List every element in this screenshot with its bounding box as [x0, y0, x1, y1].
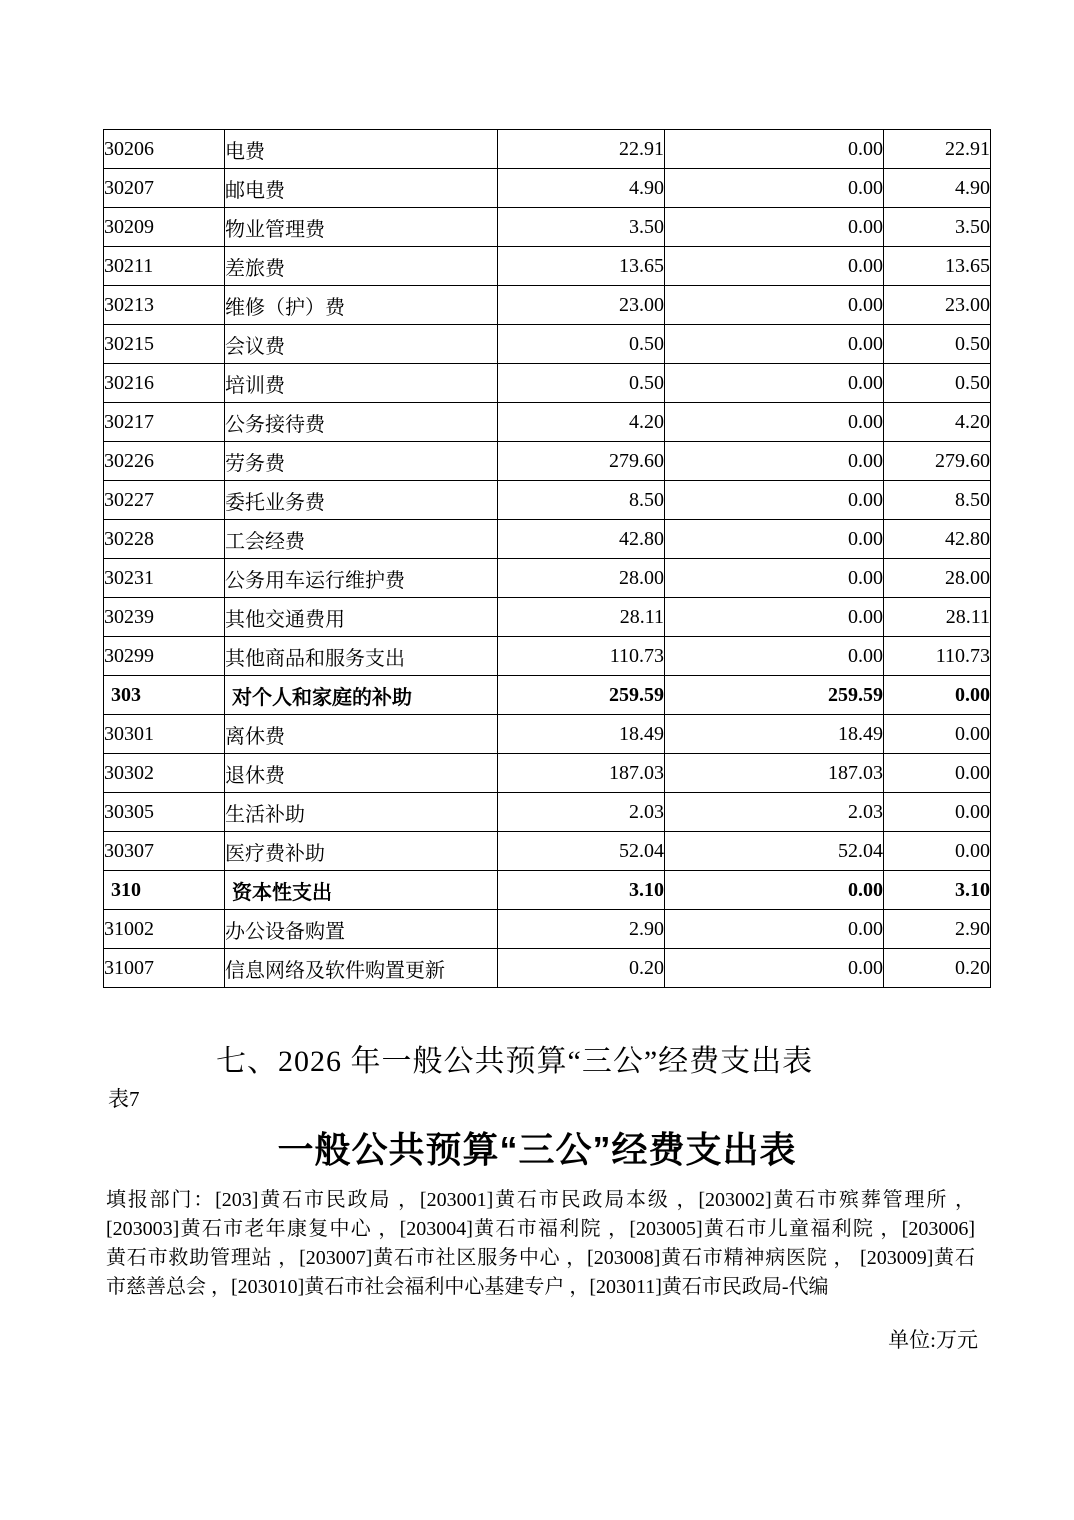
table-row [104, 169, 991, 208]
table-row [104, 637, 991, 676]
table-row [104, 871, 991, 910]
value-cell: 28.11 [884, 598, 991, 637]
value-cell: 0.00 [665, 598, 884, 637]
code-cell: 30211 [104, 247, 225, 286]
table-row [104, 754, 991, 793]
value-cell: 0.20 [498, 949, 665, 988]
value-cell: 0.00 [884, 793, 991, 832]
value-cell: 4.20 [884, 403, 991, 442]
section-heading: 七、2026 年一般公共预算“三公”经费支出表 [216, 1045, 814, 1078]
name-cell: 差旅费 [225, 247, 498, 286]
value-cell: 2.90 [498, 910, 665, 949]
value-cell: 110.73 [498, 637, 665, 676]
value-cell: 0.00 [884, 832, 991, 871]
name-cell: 公务用车运行维护费 [225, 559, 498, 598]
table-row [104, 481, 991, 520]
value-cell: 0.20 [884, 949, 991, 988]
value-cell: 8.50 [498, 481, 665, 520]
code-cell: 30239 [104, 598, 225, 637]
name-cell: 生活补助 [225, 793, 498, 832]
name-cell: 电费 [225, 130, 498, 169]
value-cell: 0.00 [665, 325, 884, 364]
name-cell: 工会经费 [225, 520, 498, 559]
name-cell: 资本性支出 [225, 871, 498, 910]
value-cell: 0.00 [884, 676, 991, 715]
value-cell: 2.90 [884, 910, 991, 949]
code-cell: 31002 [104, 910, 225, 949]
value-cell: 42.80 [884, 520, 991, 559]
name-cell: 办公设备购置 [225, 910, 498, 949]
value-cell: 0.00 [665, 286, 884, 325]
value-cell: 279.60 [498, 442, 665, 481]
value-cell: 0.00 [665, 442, 884, 481]
value-cell: 187.03 [498, 754, 665, 793]
value-cell: 2.03 [665, 793, 884, 832]
table-row [104, 403, 991, 442]
table-row [104, 247, 991, 286]
code-cell: 30307 [104, 832, 225, 871]
value-cell: 259.59 [498, 676, 665, 715]
table-row [104, 715, 991, 754]
name-cell: 物业管理费 [225, 208, 498, 247]
value-cell: 0.00 [665, 403, 884, 442]
value-cell: 28.00 [498, 559, 665, 598]
name-cell: 邮电费 [225, 169, 498, 208]
table-row [104, 364, 991, 403]
code-cell: 30301 [104, 715, 225, 754]
value-cell: 0.00 [665, 520, 884, 559]
value-cell: 0.00 [884, 754, 991, 793]
table-row [104, 442, 991, 481]
table-row [104, 910, 991, 949]
reporting-line: 填报部门：[203]黄石市民政局 ，[203001]黄石市民政局本级 ，[203002]黄石市殡葬管理所 ， [106, 1189, 975, 1211]
value-cell: 4.90 [498, 169, 665, 208]
value-cell: 3.50 [498, 208, 665, 247]
table-row [104, 286, 991, 325]
code-cell: 310 [104, 871, 225, 910]
table-number-label: 表7 [108, 1087, 140, 1111]
name-cell: 委托业务费 [225, 481, 498, 520]
value-cell: 42.80 [498, 520, 665, 559]
code-cell: 30226 [104, 442, 225, 481]
value-cell: 0.00 [665, 247, 884, 286]
name-cell: 培训费 [225, 364, 498, 403]
value-cell: 22.91 [884, 130, 991, 169]
value-cell: 0.00 [665, 559, 884, 598]
table-row [104, 832, 991, 871]
table-row [104, 130, 991, 169]
value-cell: 23.00 [498, 286, 665, 325]
value-cell: 4.90 [884, 169, 991, 208]
value-cell: 0.00 [665, 481, 884, 520]
value-cell: 0.50 [884, 364, 991, 403]
reporting-departments [106, 1186, 975, 1302]
name-cell: 医疗费补助 [225, 832, 498, 871]
code-cell: 30217 [104, 403, 225, 442]
name-cell: 公务接待费 [225, 403, 498, 442]
value-cell: 279.60 [884, 442, 991, 481]
value-cell: 0.50 [884, 325, 991, 364]
name-cell: 会议费 [225, 325, 498, 364]
name-cell: 退休费 [225, 754, 498, 793]
code-cell: 30206 [104, 130, 225, 169]
value-cell: 259.59 [665, 676, 884, 715]
reporting-line: 黄石市救助管理站 ，[203007]黄石市社区服务中心 ，[203008]黄石市精神病医院 ， [203009]黄石 [106, 1247, 975, 1269]
budget-table-body [104, 130, 991, 988]
value-cell: 0.00 [665, 169, 884, 208]
name-cell: 劳务费 [225, 442, 498, 481]
value-cell: 0.00 [665, 364, 884, 403]
name-cell: 对个人和家庭的补助 [225, 676, 498, 715]
code-cell: 303 [104, 676, 225, 715]
value-cell: 0.00 [665, 949, 884, 988]
table-title: 一般公共预算“三公”经费支出表 [277, 1129, 797, 1170]
value-cell: 0.00 [884, 715, 991, 754]
value-cell: 28.11 [498, 598, 665, 637]
value-cell: 0.00 [665, 130, 884, 169]
code-cell: 30215 [104, 325, 225, 364]
value-cell: 0.50 [498, 325, 665, 364]
reporting-line: 市慈善总会 ，[203010]黄石市社会福利中心基建专户 ，[203011]黄石市民政局-代编 [106, 1276, 829, 1298]
value-cell: 18.49 [665, 715, 884, 754]
code-cell: 30213 [104, 286, 225, 325]
name-cell: 其他商品和服务支出 [225, 637, 498, 676]
value-cell: 18.49 [498, 715, 665, 754]
value-cell: 0.00 [665, 637, 884, 676]
code-cell: 30305 [104, 793, 225, 832]
value-cell: 110.73 [884, 637, 991, 676]
value-cell: 13.65 [884, 247, 991, 286]
name-cell: 其他交通费用 [225, 598, 498, 637]
table-row [104, 520, 991, 559]
value-cell: 52.04 [498, 832, 665, 871]
name-cell: 离休费 [225, 715, 498, 754]
table-row [104, 559, 991, 598]
table-row [104, 949, 991, 988]
value-cell: 2.03 [498, 793, 665, 832]
code-cell: 30209 [104, 208, 225, 247]
value-cell: 13.65 [498, 247, 665, 286]
value-cell: 23.00 [884, 286, 991, 325]
code-cell: 30227 [104, 481, 225, 520]
code-cell: 30302 [104, 754, 225, 793]
table-row [104, 676, 991, 715]
code-cell: 30231 [104, 559, 225, 598]
value-cell: 0.00 [665, 871, 884, 910]
value-cell: 4.20 [498, 403, 665, 442]
value-cell: 52.04 [665, 832, 884, 871]
value-cell: 0.50 [498, 364, 665, 403]
code-cell: 30207 [104, 169, 225, 208]
reporting-line: [203003]黄石市老年康复中心 ，[203004]黄石市福利院 ，[203005]黄石市儿童福利院 ，[203006] [106, 1218, 975, 1240]
code-cell: 30228 [104, 520, 225, 559]
name-cell: 维修（护）费 [225, 286, 498, 325]
value-cell: 28.00 [884, 559, 991, 598]
table-row [104, 325, 991, 364]
table-row [104, 598, 991, 637]
value-cell: 3.50 [884, 208, 991, 247]
value-cell: 0.00 [665, 910, 884, 949]
table-row [104, 208, 991, 247]
value-cell: 3.10 [884, 871, 991, 910]
code-cell: 30299 [104, 637, 225, 676]
name-cell: 信息网络及软件购置更新 [225, 949, 498, 988]
value-cell: 3.10 [498, 871, 665, 910]
unit-note: 单位:万元 [888, 1328, 978, 1352]
code-cell: 31007 [104, 949, 225, 988]
table-row [104, 793, 991, 832]
value-cell: 22.91 [498, 130, 665, 169]
budget-continuation-table [103, 129, 991, 988]
value-cell: 0.00 [665, 208, 884, 247]
value-cell: 8.50 [884, 481, 991, 520]
value-cell: 187.03 [665, 754, 884, 793]
code-cell: 30216 [104, 364, 225, 403]
